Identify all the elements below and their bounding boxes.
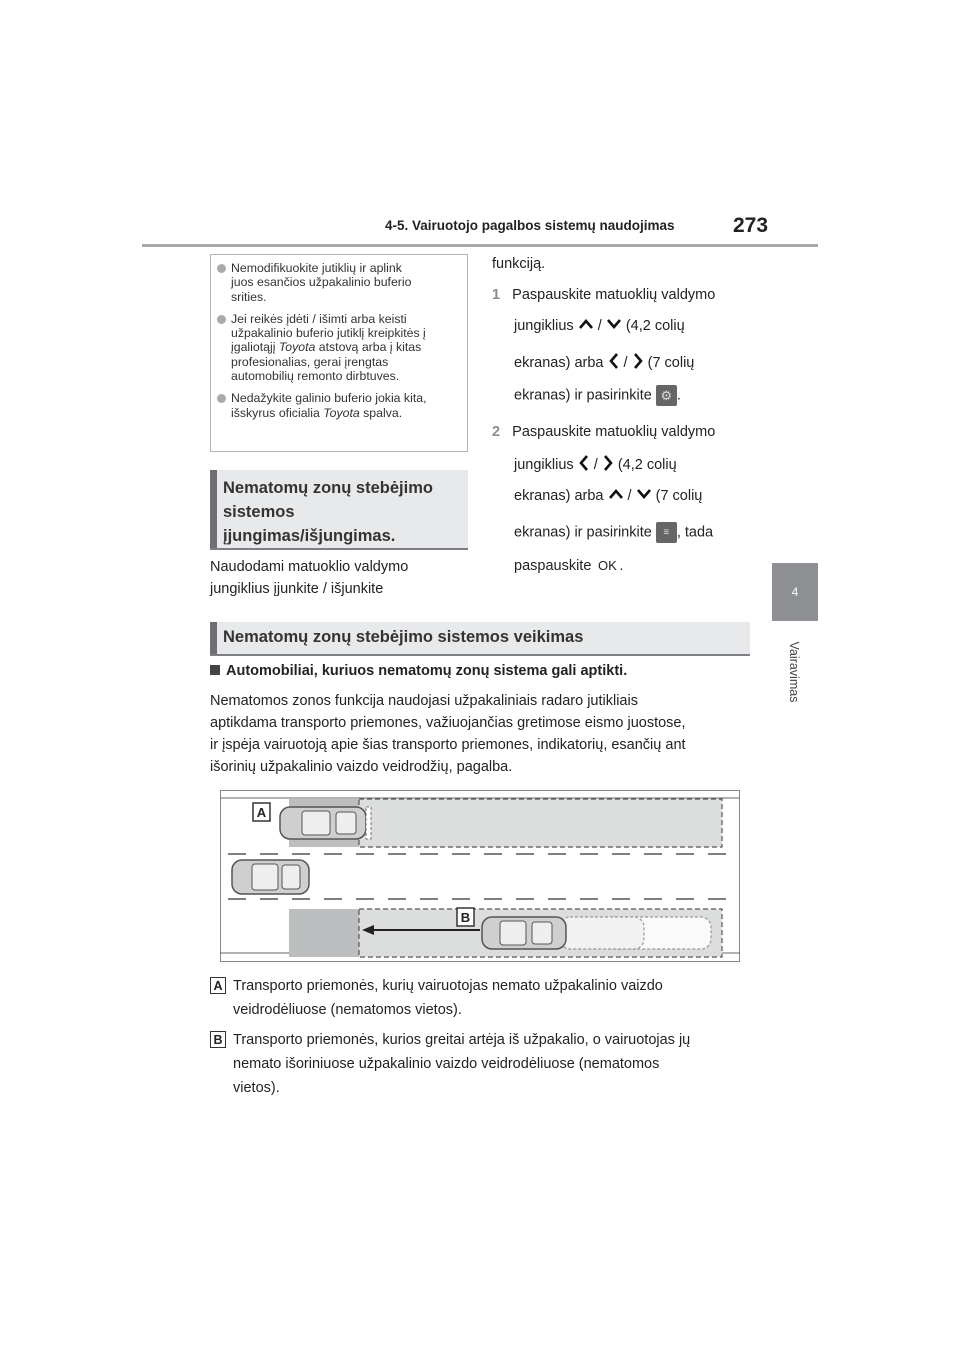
page-number: 273 xyxy=(733,214,769,237)
car-icon-a xyxy=(280,807,371,839)
notice-text: Nedažykite galinio buferio jokia kita, xyxy=(231,391,427,406)
notice-bullet xyxy=(217,391,459,420)
step-2-line-1: 2 Paspauskite matuoklių valdymo xyxy=(492,424,716,440)
notice-text: juos esančios užpakalinio buferio xyxy=(231,275,412,290)
section-heading-text: Nematomų zonų stebėjimo sistemos veikimas xyxy=(223,628,584,646)
step-number: 1 xyxy=(492,287,501,303)
step-2-line-2: jungiklius / (4,2 colių xyxy=(514,454,774,473)
notice-text: Jei reikės įdėti / išimti arba keisti xyxy=(231,311,407,326)
step-1-line-4: ekranas) ir pasirinkite ⚙ . xyxy=(514,385,774,406)
blind-spot-diagram xyxy=(220,790,740,962)
chevron-up-icon xyxy=(578,318,594,330)
notice-text: spalva. xyxy=(363,405,403,420)
section-heading-activation xyxy=(210,470,468,550)
blind-zone-b xyxy=(289,909,359,957)
notice-text: profesionalias, gerai įrengtas xyxy=(231,354,389,369)
chapter-label xyxy=(786,632,802,712)
notice-text: automobilių remonto dirbtuves. xyxy=(231,369,400,384)
heading-accent-bar xyxy=(210,470,217,548)
blind-spot-diagram-svg xyxy=(220,790,740,962)
notice-bullet xyxy=(217,261,459,304)
notice-text: atstovą arba į kitas xyxy=(318,340,422,355)
notice-box xyxy=(210,254,468,452)
sub-heading: Automobiliai, kuriuos nematomų zonų sistema gali aptikti. xyxy=(210,663,627,679)
car-icon-own xyxy=(232,860,309,894)
chevron-up-icon xyxy=(608,488,624,500)
vehicle-settings-icon: ≡ xyxy=(656,522,677,543)
step-1-line-3: ekranas) arba / (7 colių xyxy=(514,352,774,371)
chevron-left-icon xyxy=(608,352,620,370)
step-2-line-4: ekranas) ir pasirinkite ≡ , tada xyxy=(514,522,774,543)
chevron-right-icon xyxy=(632,352,644,370)
legend-key: A xyxy=(210,977,226,994)
chevron-left-icon xyxy=(578,454,590,472)
body-paragraph: Nematomos zonos funkcija naudojasi užpakaliniais radaro jutikliais aptikdama transporto priemones, važiuojančias gretimose eismo juostose, ir įspėja vairuotoją apie šias transporto priemones, indikatorių, esančių ant išorinių užpakalinio vaizdo veidrodžių, pagalba. xyxy=(210,693,686,775)
square-bullet-icon xyxy=(210,665,220,675)
section-heading-operation xyxy=(210,622,750,656)
car-icon-b xyxy=(482,917,711,949)
notice-text: užpakalinio buferio jutiklį kreipkitės į xyxy=(231,326,426,341)
step-2-line-3: ekranas) arba / (7 colių xyxy=(514,488,703,504)
notice-text: išskyrus oficialia xyxy=(231,405,324,420)
notice-text: srities. xyxy=(231,289,267,304)
bullet-dot-icon xyxy=(217,315,226,324)
notice-bullet xyxy=(217,312,459,383)
ok-button-icon: OK xyxy=(598,558,617,573)
legend-item-b: B Transporto priemonės, kurios greitai artėja iš užpakalio, o vairuotojas jų nemato išoriniuose užpakalinio vaizdo veidrodėliuose (nematomos vietos). xyxy=(210,1028,755,1052)
bullet-dot-icon xyxy=(217,394,226,403)
chevron-down-icon xyxy=(606,318,622,330)
legend-key: B xyxy=(210,1031,226,1048)
chevron-right-icon xyxy=(602,454,614,472)
brand-name: Toyota xyxy=(323,405,360,420)
legend-item-a: A Transporto priemonės, kurių vairuotojas nemato užpakalinio vaizdo veidrodėliuose (nematomos vietos). xyxy=(210,974,755,998)
settings-gear-icon: ⚙ xyxy=(656,385,677,406)
step-1-line-2: jungiklius / (4,2 colių xyxy=(514,318,685,334)
chapter-tab xyxy=(772,563,818,621)
header-divider xyxy=(142,244,818,247)
diagram-label-a: A xyxy=(256,805,267,820)
brand-name: Toyota xyxy=(278,340,316,355)
intro-paragraph: Naudodami matuoklio valdymo jungiklius įjunkite / išjunkite xyxy=(210,559,409,597)
step-number: 2 xyxy=(492,424,501,440)
step-1-line-1: 1 Paspauskite matuoklių valdymo xyxy=(492,287,716,303)
continuation-text: funkciją. xyxy=(492,256,546,272)
notice-text: Nemodifikuokite jutiklių ir aplink xyxy=(231,261,402,275)
section-title: 4-5. Vairuotojo pagalbos sistemų naudojimas xyxy=(385,218,675,233)
detection-zone-top xyxy=(359,799,722,847)
notice-text: įgaliotąjį xyxy=(231,340,279,355)
chapter-label-text: Vairavimas xyxy=(787,641,801,703)
diagram-label-b: B xyxy=(460,910,471,925)
step-2-line-5: paspauskite OK . xyxy=(514,558,624,574)
bullet-dot-icon xyxy=(217,264,226,273)
section-heading-text: Nematomų zonų stebėjimo sistemos įjungimas/išjungimas. xyxy=(223,479,433,545)
chapter-number: 4 xyxy=(791,585,799,599)
chevron-down-icon xyxy=(636,488,652,500)
heading-accent-bar xyxy=(210,622,217,654)
